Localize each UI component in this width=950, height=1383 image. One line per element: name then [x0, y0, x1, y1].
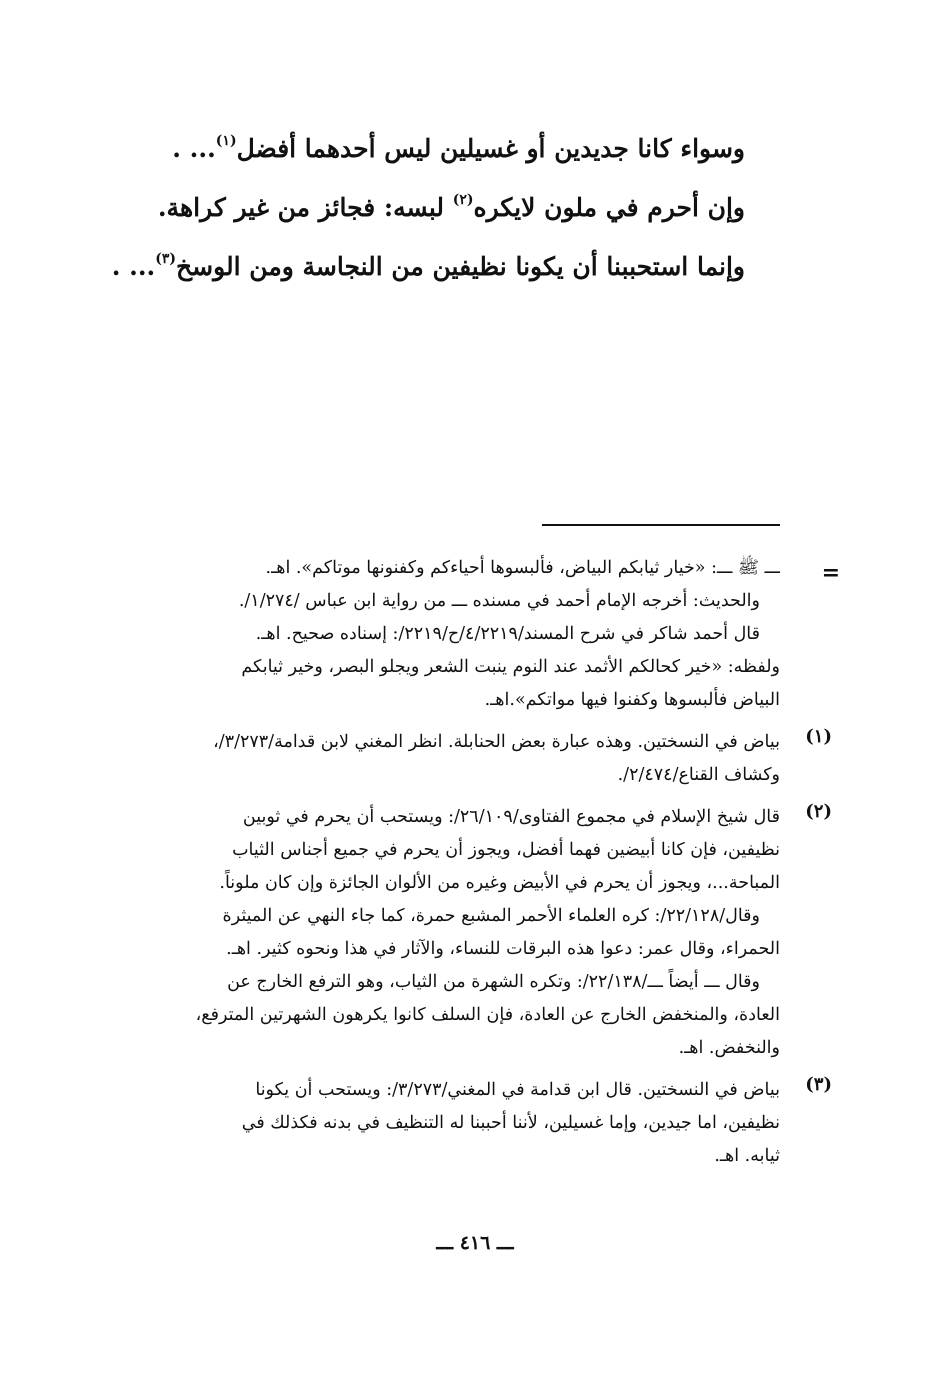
footnote-line: ولفظه: «خير كحالكم الأثمد عند النوم ينبت الشعر ويجلو البصر، وخير ثيابكم: [241, 657, 780, 677]
footnote-line: قال أحمد شاكر في شرح المسند/٤/٢٢١٩/ح/٢٢١٩/: إسناده صحيح. اهـ.: [255, 624, 760, 644]
footnote-separator: [542, 524, 780, 526]
page-number: ـــ ٤١٦ ـــ: [436, 1232, 514, 1254]
main-line: وإن أحرم في ملون لايكره$^{(٢)}$ لبسه: فجائز من غير كراهة.: [157, 192, 745, 222]
main-line: وسواء كانا جديدين أو غسيلين ليس أحدهما أفضل$^{(١)}$... .: [172, 133, 745, 163]
footnote-line: البياض فألبسوها وكفنوا فيها مواتكم».اهـ.: [484, 690, 780, 710]
continuation-mark: =: [821, 560, 840, 586]
footnote-line: والنخفض. اهـ.: [678, 1038, 780, 1058]
footnote-line: والحديث: أخرجه الإمام أحمد في مسنده ـــ من رواية ابن عباس /١/٢٧٤/.: [238, 591, 760, 611]
footnote-line: قال شيخ الإسلام في مجموع الفتاوى/٢٦/١٠٩/: ويستحب أن يحرم في ثوبين: [242, 807, 780, 827]
footnote-line: نظيفين، اما جيدين، وإما غسيلين، لأننا أحببنا له التنظيف في بدنه فكذلك في: [241, 1113, 780, 1133]
footnote-line: بياض في النسختين. قال ابن قدامة في المغني/٣/٢٧٣/: ويستحب أن يكونا: [255, 1080, 780, 1100]
footnote-line: نظيفين، فإن كانا أبيضين فهما أفضل، ويجوز أن يحرم في جميع أجناس الثياب: [232, 840, 780, 860]
footnote-line: وقال ـــ أيضاً ـــ/٢٢/١٣٨/: وتكره الشهرة من الثياب، وهو الترفع الخارج عن: [227, 972, 760, 992]
main-text: [111, 112, 745, 289]
footnote-ref[interactable]: (٢): [452, 192, 474, 208]
footnote-line: الحمراء، وقال عمر: دعوا هذه البرقات للنساء، والآثار في هذا ونحوه كثير. اهـ.: [226, 939, 780, 959]
footnotes: [160, 552, 840, 1173]
footnote-number: (١): [805, 726, 832, 747]
footnote-line: ثيابه. اهـ.: [714, 1146, 780, 1166]
footnote-line: وقال/٢٢/١٢٨/: كره العلماء الأحمر المشبع حمرة، كما جاء النهي عن الميثرة: [222, 906, 760, 926]
footnote-1: [160, 726, 832, 792]
footnote-3: [160, 1074, 832, 1173]
footnote-ref[interactable]: (٣): [155, 251, 177, 267]
footnote-ref[interactable]: (١): [215, 133, 237, 149]
footnote-number: (٢): [805, 801, 832, 822]
footnote-line: العادة، والمنخفض الخارج عن العادة، فإن السلف كانوا يكرهون الشهرتين المترفع،: [195, 1005, 780, 1025]
footnote-continuation: [160, 552, 840, 717]
footnote-line: ـــ ﷺ ـــ: «خيار ثيابكم البياض، فألبسوها أحياءكم وكفنونها موتاكم». اهـ.: [265, 558, 780, 578]
footnote-line: المباحة...، ويجوز أن يحرم في الأبيض وغيره من الألوان الجائزة وإن كان ملوناً.: [219, 873, 780, 893]
footnote-line: بياض في النسختين. وهذه عبارة بعض الحنابلة. انظر المغني لابن قدامة/٣/٢٧٣/،: [213, 732, 780, 752]
main-line: وإنما استحببنا أن يكونا نظيفين من النجاسة ومن الوسخ$^{(٣)}$... .: [111, 251, 745, 281]
footnote-line: وكشاف القناع/٢/٤٧٤/.: [617, 765, 780, 785]
footnote-number: (٣): [805, 1074, 832, 1095]
footnote-2: [160, 801, 832, 1065]
